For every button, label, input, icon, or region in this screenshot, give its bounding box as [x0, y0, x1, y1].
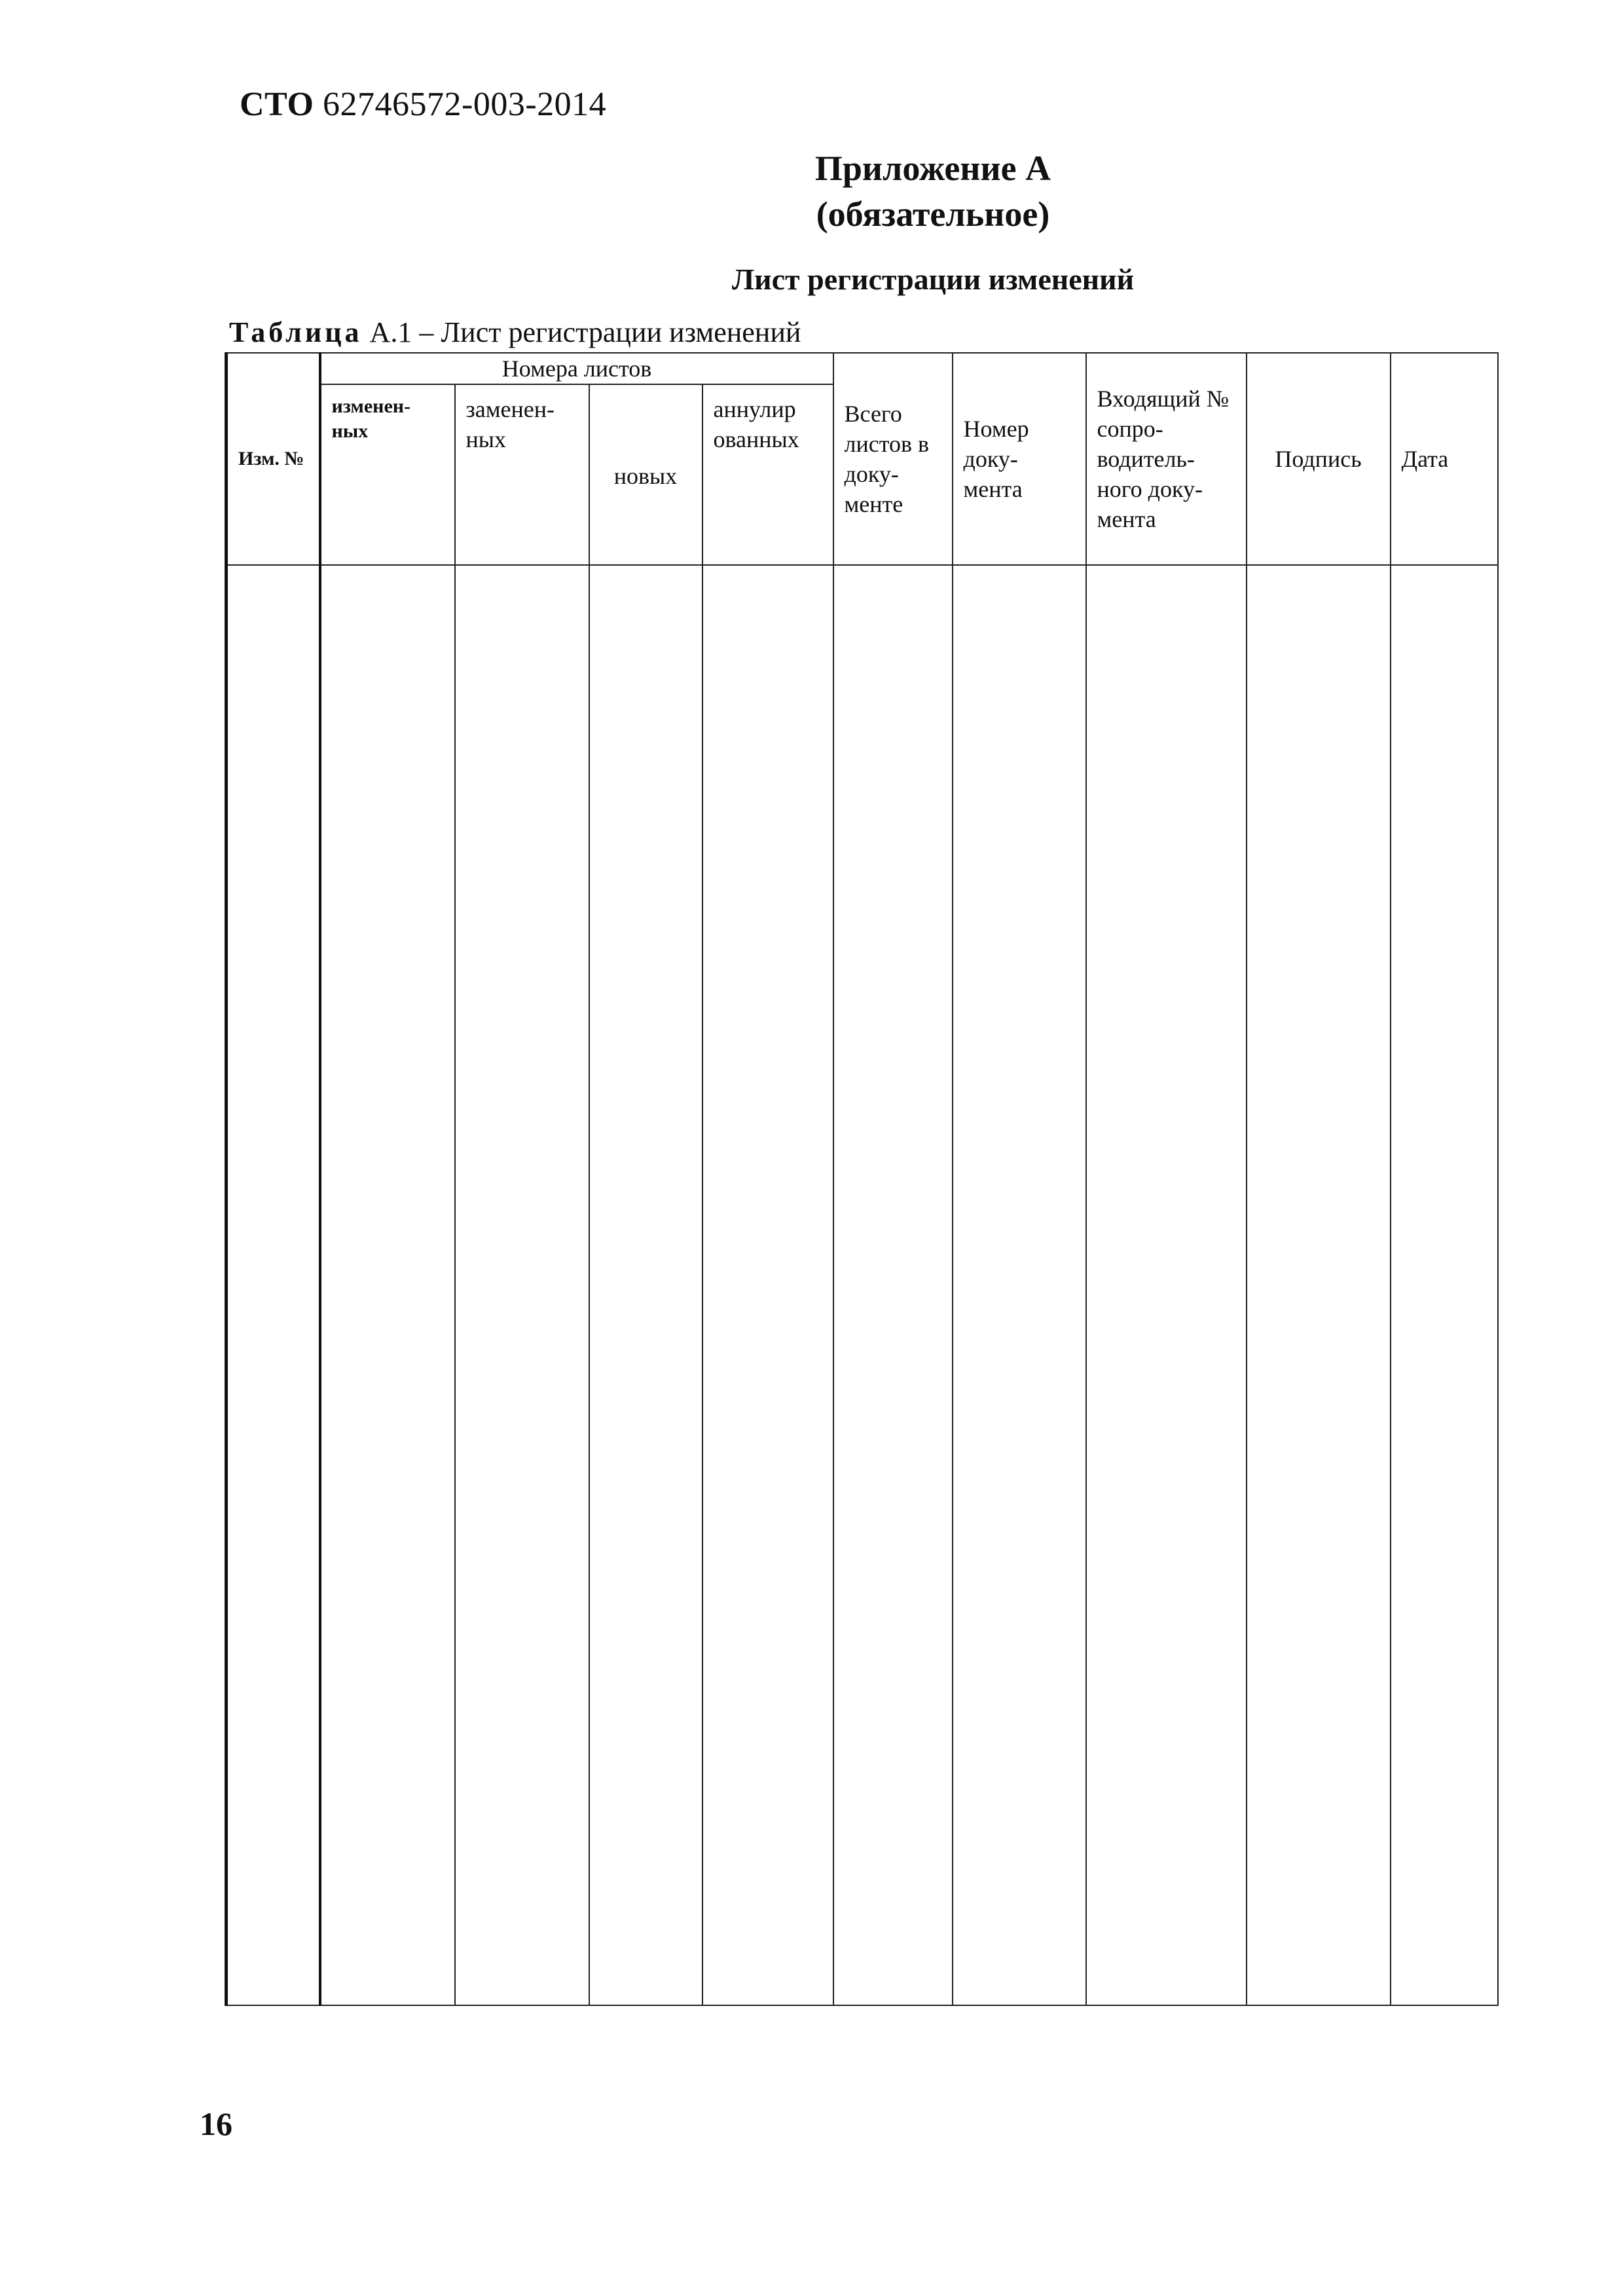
cell-signature	[1247, 565, 1391, 2005]
col-header-changed: изменен-ных	[320, 384, 455, 565]
appendix-title: Приложение А	[814, 149, 1051, 188]
document-code	[240, 85, 606, 124]
cell-total-sheets	[833, 565, 953, 2005]
appendix-subtitle: (обязательное)	[816, 194, 1050, 234]
table-caption-word: Таблица	[229, 316, 363, 348]
col-header-sheet-numbers-group: Номера листов	[320, 353, 833, 384]
cell-replaced	[455, 565, 589, 2005]
sheet-title: Лист регистрации изменений	[731, 263, 1135, 296]
col-header-document-number: Номер доку-мента	[953, 353, 1086, 565]
cell-document-number	[953, 565, 1086, 2005]
col-header-incoming-number: Входящий № сопро-водитель-ного доку-мента	[1086, 353, 1247, 565]
table-caption-text: А.1 – Лист регистрации изменений	[369, 316, 801, 348]
cell-date	[1391, 565, 1498, 2005]
cell-new	[589, 565, 702, 2005]
col-header-replaced: заменен-ных	[455, 384, 589, 565]
table-caption	[229, 316, 801, 349]
page-number: 16	[200, 2105, 232, 2142]
cell-changed	[320, 565, 455, 2005]
col-header-annulled: аннулир ованных	[702, 384, 833, 565]
document-code-prefix: СТО	[240, 86, 314, 123]
appendix-heading	[655, 145, 1211, 237]
table-body-row	[227, 565, 1498, 2005]
cell-change-number	[227, 565, 320, 2005]
col-header-date: Дата	[1391, 353, 1498, 565]
document-code-number: 62746572-003-2014	[323, 86, 607, 123]
change-registration-table	[225, 352, 1499, 2006]
col-header-change-number: Изм. №	[227, 353, 320, 565]
cell-annulled	[702, 565, 833, 2005]
col-header-total-sheets: Всего листов в доку-менте	[833, 353, 953, 565]
col-header-new: новых	[589, 384, 702, 565]
cell-incoming-number	[1086, 565, 1247, 2005]
col-header-signature: Подпись	[1247, 353, 1391, 565]
